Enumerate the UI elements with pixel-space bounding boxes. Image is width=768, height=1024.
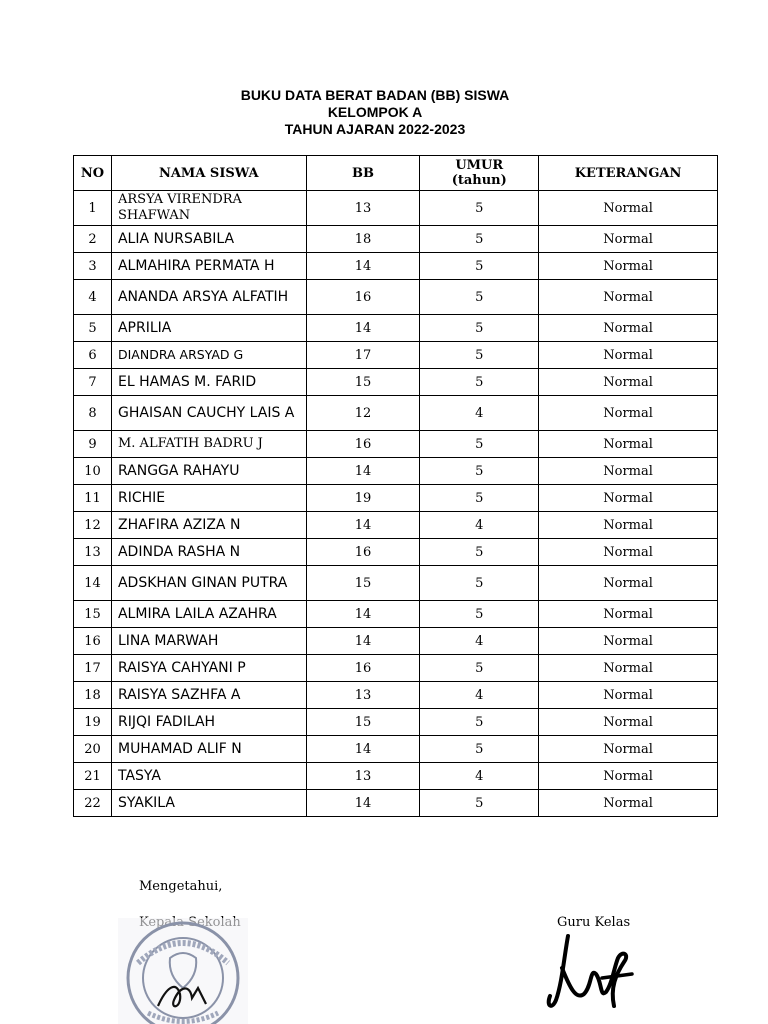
cell-umur: 5 xyxy=(420,790,539,817)
table-row xyxy=(74,253,718,280)
cell-keterangan: Normal xyxy=(539,226,718,253)
guru-kelas-label: Guru Kelas xyxy=(557,915,631,930)
header-umur xyxy=(420,156,539,191)
cell-bb: 14 xyxy=(306,790,420,817)
cell-no: 15 xyxy=(74,601,112,628)
cell-nama-siswa: LINA MARWAH xyxy=(111,628,306,655)
cell-nama-siswa: ZHAFIRA AZIZA N xyxy=(111,512,306,539)
table-row xyxy=(74,226,718,253)
header-nama-siswa: NAMA SISWA xyxy=(111,156,306,191)
cell-no: 4 xyxy=(74,280,112,315)
table-row xyxy=(74,431,718,458)
cell-no: 3 xyxy=(74,253,112,280)
cell-bb: 12 xyxy=(306,396,420,431)
cell-bb: 13 xyxy=(306,682,420,709)
cell-no: 1 xyxy=(74,191,112,226)
cell-bb: 16 xyxy=(306,431,420,458)
cell-bb: 15 xyxy=(306,369,420,396)
student-weight-table xyxy=(73,155,718,817)
cell-nama-siswa: RANGGA RAHAYU xyxy=(111,458,306,485)
cell-bb: 14 xyxy=(306,458,420,485)
cell-nama-siswa: RAISYA CAHYANI P xyxy=(111,655,306,682)
cell-nama-siswa: M. ALFATIH BADRU J xyxy=(111,431,306,458)
cell-keterangan: Normal xyxy=(539,601,718,628)
cell-nama-siswa: ALMAHIRA PERMATA H xyxy=(111,253,306,280)
cell-bb: 16 xyxy=(306,539,420,566)
cell-umur: 4 xyxy=(420,763,539,790)
cell-nama-siswa: SYAKILA xyxy=(111,790,306,817)
cell-bb: 16 xyxy=(306,280,420,315)
table-row xyxy=(74,315,718,342)
table-body xyxy=(74,191,718,817)
cell-bb: 13 xyxy=(306,763,420,790)
cell-umur: 5 xyxy=(420,342,539,369)
table-row xyxy=(74,280,718,315)
table-row xyxy=(74,485,718,512)
cell-nama-siswa: ALMIRA LAILA AZAHRA xyxy=(111,601,306,628)
cell-umur: 5 xyxy=(420,601,539,628)
cell-bb: 17 xyxy=(306,342,420,369)
cell-umur: 5 xyxy=(420,458,539,485)
cell-umur: 5 xyxy=(420,369,539,396)
cell-keterangan: Normal xyxy=(539,431,718,458)
table-row xyxy=(74,512,718,539)
cell-no: 7 xyxy=(74,369,112,396)
cell-nama-siswa: ADSKHAN GINAN PUTRA xyxy=(111,566,306,601)
table-row xyxy=(74,458,718,485)
cell-nama-siswa: EL HAMAS M. FARID xyxy=(111,369,306,396)
cell-nama-siswa: ARSYA VIRENDRA SHAFWAN xyxy=(111,191,306,226)
cell-keterangan: Normal xyxy=(539,628,718,655)
cell-no: 2 xyxy=(74,226,112,253)
table-header-row xyxy=(74,156,718,191)
cell-umur: 5 xyxy=(420,655,539,682)
cell-nama-siswa: ANANDA ARSYA ALFATIH xyxy=(111,280,306,315)
cell-umur: 5 xyxy=(420,566,539,601)
cell-no: 17 xyxy=(74,655,112,682)
cell-nama-siswa: RAISYA SAZHFA A xyxy=(111,682,306,709)
cell-no: 20 xyxy=(74,736,112,763)
cell-keterangan: Normal xyxy=(539,315,718,342)
cell-umur: 5 xyxy=(420,226,539,253)
cell-bb: 13 xyxy=(306,191,420,226)
table-row xyxy=(74,709,718,736)
cell-no: 14 xyxy=(74,566,112,601)
cell-bb: 14 xyxy=(306,253,420,280)
cell-no: 19 xyxy=(74,709,112,736)
cell-no: 6 xyxy=(74,342,112,369)
cell-bb: 15 xyxy=(306,709,420,736)
table-row xyxy=(74,191,718,226)
title-line-3: TAHUN AJARAN 2022-2023 xyxy=(284,121,466,137)
cell-bb: 18 xyxy=(306,226,420,253)
cell-umur: 4 xyxy=(420,682,539,709)
cell-nama-siswa: RICHIE xyxy=(111,485,306,512)
table-row xyxy=(74,790,718,817)
cell-umur: 5 xyxy=(420,253,539,280)
cell-keterangan: Normal xyxy=(539,539,718,566)
cell-no: 18 xyxy=(74,682,112,709)
cell-umur: 4 xyxy=(420,512,539,539)
guru-signature-icon xyxy=(540,928,640,1018)
cell-keterangan: Normal xyxy=(539,458,718,485)
table-row xyxy=(74,396,718,431)
document-title xyxy=(0,87,750,138)
cell-keterangan: Normal xyxy=(539,709,718,736)
table-row xyxy=(74,342,718,369)
cell-bb: 14 xyxy=(306,512,420,539)
cell-no: 13 xyxy=(74,539,112,566)
table-row xyxy=(74,763,718,790)
cell-no: 12 xyxy=(74,512,112,539)
cell-umur: 5 xyxy=(420,736,539,763)
cell-keterangan: Normal xyxy=(539,655,718,682)
title-line-2: KELOMPOK A xyxy=(327,104,423,120)
cell-keterangan: Normal xyxy=(539,253,718,280)
cell-nama-siswa: RIJQI FADILAH xyxy=(111,709,306,736)
cell-keterangan: Normal xyxy=(539,369,718,396)
cell-nama-siswa: MUHAMAD ALIF N xyxy=(111,736,306,763)
cell-keterangan: Normal xyxy=(539,191,718,226)
cell-umur: 4 xyxy=(420,396,539,431)
header-umur-label: UMUR xyxy=(455,158,504,173)
cell-no: 8 xyxy=(74,396,112,431)
table-row xyxy=(74,682,718,709)
cell-keterangan: Normal xyxy=(539,736,718,763)
cell-keterangan: Normal xyxy=(539,396,718,431)
header-keterangan: KETERANGAN xyxy=(539,156,718,191)
cell-nama-siswa: APRILIA xyxy=(111,315,306,342)
cell-bb: 14 xyxy=(306,601,420,628)
cell-keterangan: Normal xyxy=(539,342,718,369)
cell-bb: 14 xyxy=(306,628,420,655)
table-row xyxy=(74,601,718,628)
cell-nama-siswa: ADINDA RASHA N xyxy=(111,539,306,566)
cell-bb: 14 xyxy=(306,315,420,342)
cell-umur: 5 xyxy=(420,191,539,226)
cell-umur: 4 xyxy=(420,628,539,655)
cell-umur: 5 xyxy=(420,280,539,315)
cell-bb: 16 xyxy=(306,655,420,682)
cell-bb: 14 xyxy=(306,736,420,763)
cell-keterangan: Normal xyxy=(539,512,718,539)
cell-keterangan: Normal xyxy=(539,682,718,709)
title-line-1: BUKU DATA BERAT BADAN (BB) SISWA xyxy=(240,87,510,103)
cell-nama-siswa: ALIA NURSABILA xyxy=(111,226,306,253)
cell-no: 22 xyxy=(74,790,112,817)
mengetahui-label: Mengetahui, xyxy=(139,879,223,894)
cell-umur: 5 xyxy=(420,539,539,566)
cell-umur: 5 xyxy=(420,485,539,512)
cell-keterangan: Normal xyxy=(539,566,718,601)
cell-umur: 5 xyxy=(420,709,539,736)
cell-no: 21 xyxy=(74,763,112,790)
header-bb: BB xyxy=(306,156,420,191)
cell-umur: 5 xyxy=(420,315,539,342)
cell-nama-siswa: DIANDRA ARSYAD G xyxy=(111,342,306,369)
header-umur-unit: (tahun) xyxy=(451,173,507,188)
table-row xyxy=(74,369,718,396)
header-no: NO xyxy=(74,156,112,191)
cell-umur: 5 xyxy=(420,431,539,458)
table-row xyxy=(74,655,718,682)
cell-nama-siswa: TASYA xyxy=(111,763,306,790)
cell-keterangan: Normal xyxy=(539,763,718,790)
cell-bb: 15 xyxy=(306,566,420,601)
table-row xyxy=(74,539,718,566)
cell-keterangan: Normal xyxy=(539,790,718,817)
table-row xyxy=(74,628,718,655)
cell-keterangan: Normal xyxy=(539,485,718,512)
school-stamp-icon xyxy=(118,918,248,1024)
cell-no: 5 xyxy=(74,315,112,342)
cell-nama-siswa: GHAISAN CAUCHY LAIS A xyxy=(111,396,306,431)
cell-bb: 19 xyxy=(306,485,420,512)
cell-no: 16 xyxy=(74,628,112,655)
cell-keterangan: Normal xyxy=(539,280,718,315)
table-row xyxy=(74,736,718,763)
cell-no: 10 xyxy=(74,458,112,485)
cell-no: 9 xyxy=(74,431,112,458)
cell-no: 11 xyxy=(74,485,112,512)
table-row xyxy=(74,566,718,601)
